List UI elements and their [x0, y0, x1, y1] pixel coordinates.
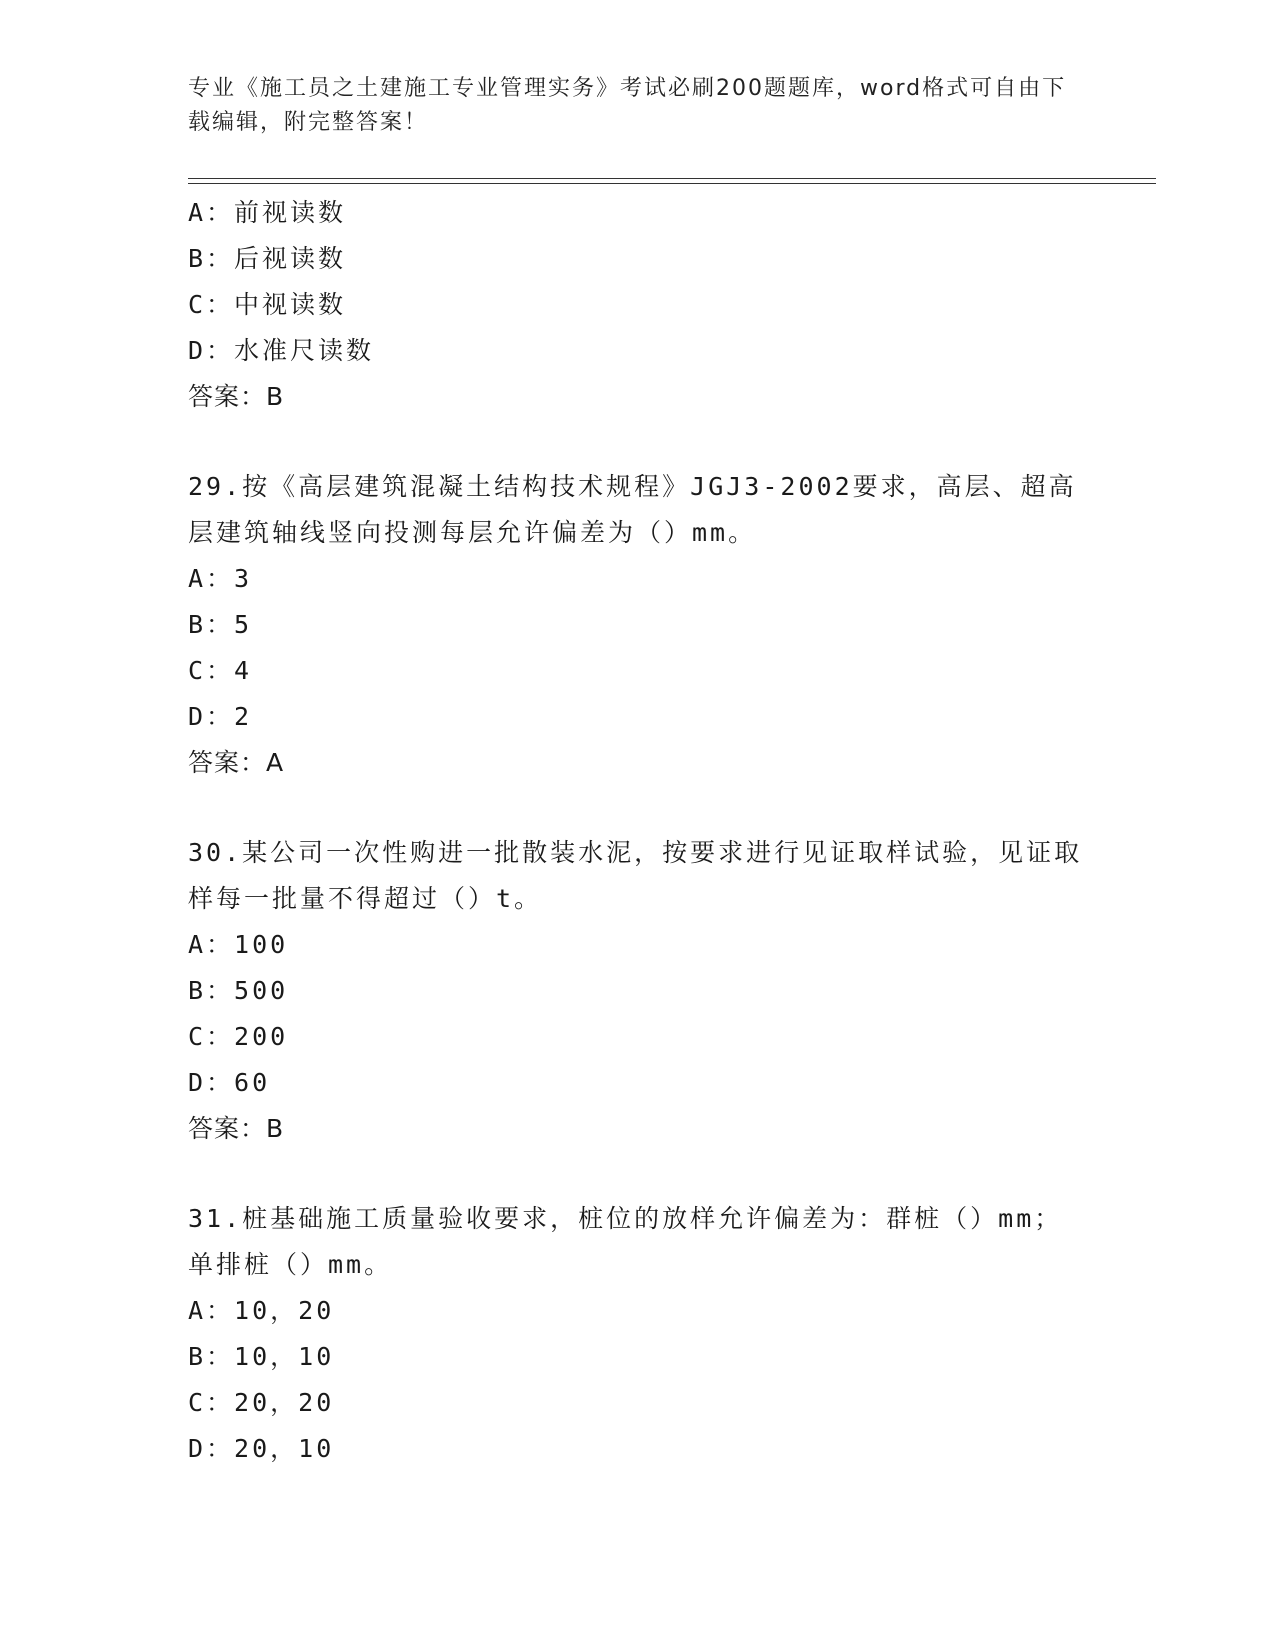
option-a: A：前视读数 [188, 198, 347, 227]
option-a: A：3 [188, 564, 253, 593]
option-d: D：2 [188, 702, 253, 731]
option-c: C：200 [188, 1022, 289, 1051]
question-stem: 30.某公司一次性购进一批散装水泥，按要求进行见证取样试验，见证取样每一批量不得超过（）t。 [188, 838, 1083, 913]
header-divider-top [188, 178, 1156, 179]
option-a: A：100 [188, 930, 289, 959]
option-b: B：5 [188, 610, 253, 639]
option-a: A：10，20 [188, 1296, 335, 1325]
option-c: C：4 [188, 656, 253, 685]
option-d: D：20，10 [188, 1434, 335, 1463]
header-divider-bottom [188, 183, 1156, 184]
question-block-31 [188, 1196, 1088, 1472]
answer-line: 答案：B [188, 382, 285, 411]
option-c: C：中视读数 [188, 290, 347, 319]
question-block-28 [188, 190, 1088, 420]
option-d: D：60 [188, 1068, 271, 1097]
answer-line: 答案：B [188, 1114, 285, 1143]
question-stem: 31.桩基础施工质量验收要求，桩位的放样允许偏差为：群桩（）mm；单排桩（）mm。 [188, 1204, 1063, 1279]
question-list [188, 190, 1088, 1472]
option-c: C：20，20 [188, 1388, 335, 1417]
question-block-29 [188, 464, 1088, 786]
question-stem: 29.按《高层建筑混凝土结构技术规程》JGJ3-2002要求，高层、超高层建筑轴线竖向投测每层允许偏差为（）mm。 [188, 472, 1077, 547]
option-b: B：后视读数 [188, 244, 347, 273]
option-d: D：水准尺读数 [188, 336, 375, 365]
option-b: B：10，10 [188, 1342, 335, 1371]
question-block-30 [188, 830, 1088, 1152]
option-b: B：500 [188, 976, 289, 1005]
answer-line: 答案：A [188, 748, 285, 777]
document-header: 专业《施工员之土建施工专业管理实务》考试必刷200题题库，word格式可自由下载编辑，附完整答案！ [188, 76, 1067, 135]
